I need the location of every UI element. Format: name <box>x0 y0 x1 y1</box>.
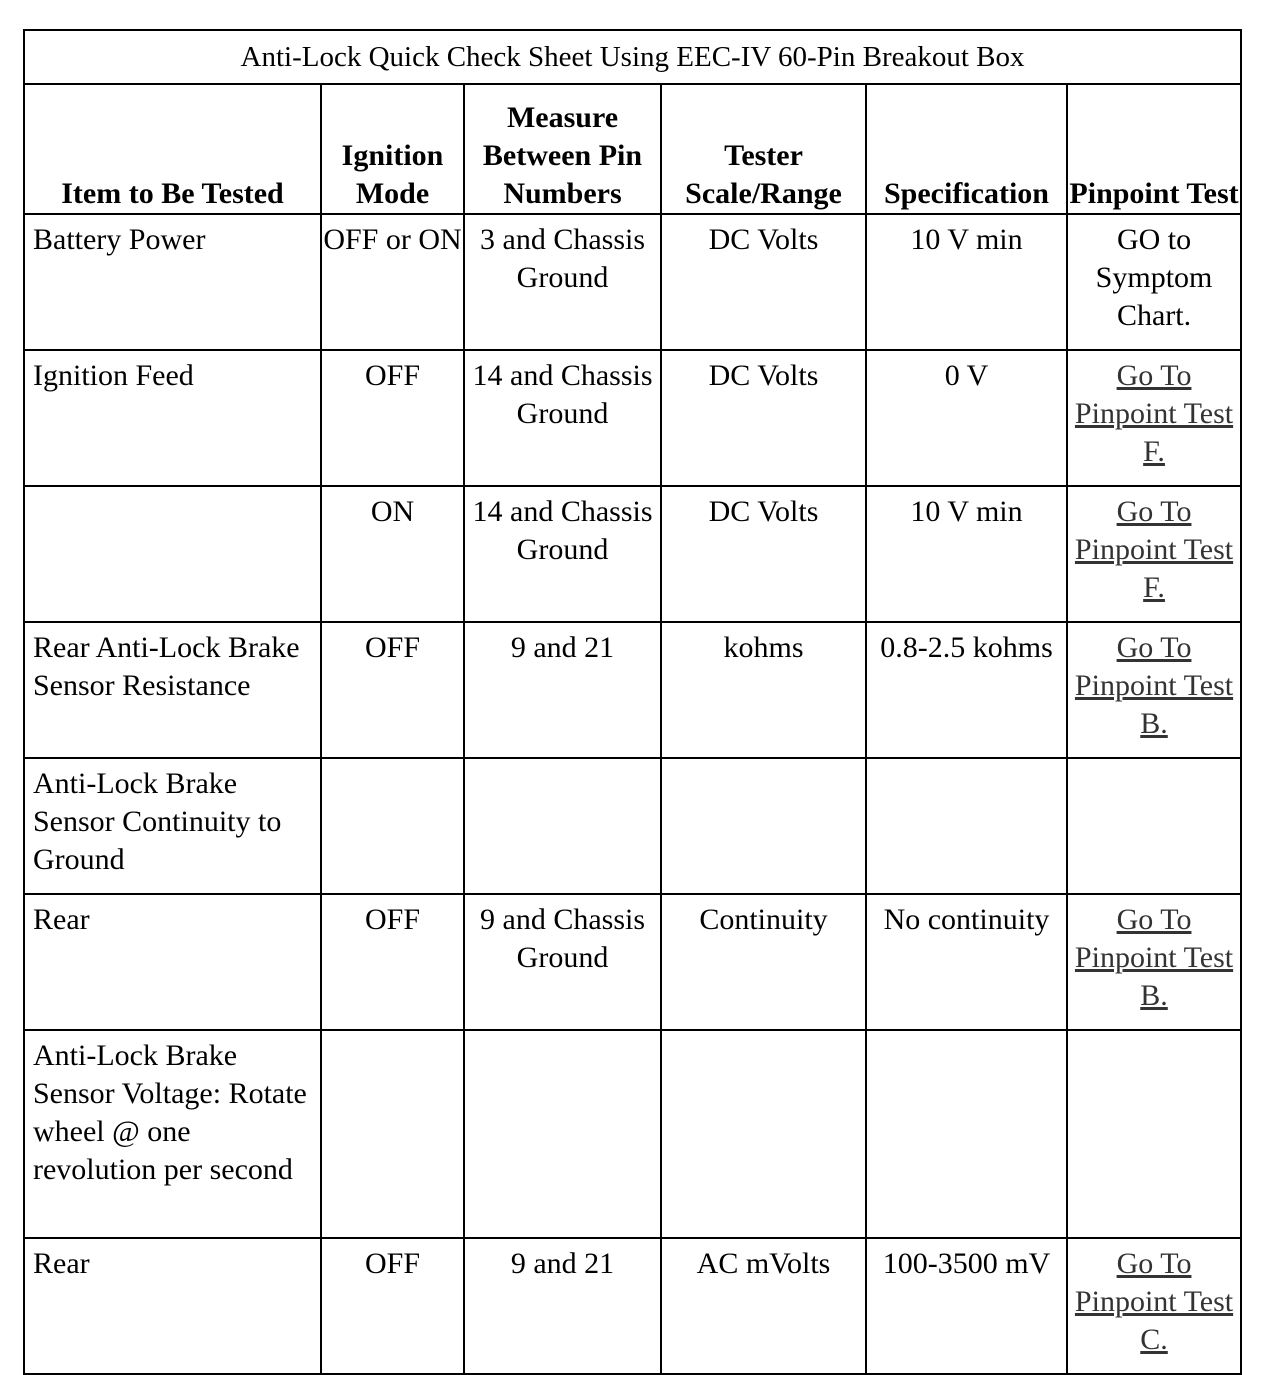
cell-spec <box>866 1030 1067 1238</box>
header-tester: Tester Scale/Range <box>661 84 866 214</box>
cell-item: Rear <box>24 894 321 1030</box>
cell-measure: 9 and 21 <box>464 1238 661 1374</box>
cell-ignition: ON <box>321 486 464 622</box>
cell-ignition: OFF or ON <box>321 214 464 350</box>
table-row <box>24 622 1241 758</box>
cell-tester: DC Volts <box>661 350 866 486</box>
table-row <box>24 1238 1241 1374</box>
cell-tester: kohms <box>661 622 866 758</box>
cell-item: Rear <box>24 1238 321 1374</box>
cell-measure: 14 and Chassis Ground <box>464 350 661 486</box>
cell-item <box>24 486 321 622</box>
pinpoint-test-f-link[interactable]: Go To Pinpoint Test F. <box>1074 495 1234 604</box>
cell-spec: 0 V <box>866 350 1067 486</box>
table-row <box>24 214 1241 350</box>
cell-pinpoint <box>1067 758 1241 894</box>
cell-tester: DC Volts <box>661 214 866 350</box>
cell-item: Anti-Lock Brake Sensor Continuity to Ground <box>24 758 321 894</box>
pinpoint-test-f-link[interactable]: Go To Pinpoint Test F. <box>1074 359 1234 468</box>
cell-measure: 14 and Chassis Ground <box>464 486 661 622</box>
cell-pinpoint <box>1067 894 1241 1030</box>
cell-pinpoint <box>1067 486 1241 622</box>
cell-item: Anti-Lock Brake Sensor Voltage: Rotate wheel @ one revolution per second <box>24 1030 321 1238</box>
cell-spec <box>866 758 1067 894</box>
pinpoint-test-b-link[interactable]: Go To Pinpoint Test B. <box>1074 631 1234 740</box>
cell-ignition: OFF <box>321 894 464 1030</box>
cell-pinpoint <box>1067 1238 1241 1374</box>
cell-measure: 9 and Chassis Ground <box>464 894 661 1030</box>
cell-measure <box>464 1030 661 1238</box>
table-row <box>24 486 1241 622</box>
cell-tester: DC Volts <box>661 486 866 622</box>
header-ignition: Ignition Mode <box>321 84 464 214</box>
table-title: Anti-Lock Quick Check Sheet Using EEC-IV 60-Pin Breakout Box <box>24 30 1241 84</box>
cell-spec: 10 V min <box>866 214 1067 350</box>
header-measure: Measure Between Pin Numbers <box>464 84 661 214</box>
cell-ignition <box>321 1030 464 1238</box>
cell-tester: AC mVolts <box>661 1238 866 1374</box>
cell-spec: 10 V min <box>866 486 1067 622</box>
header-spec: Specification <box>866 84 1067 214</box>
cell-ignition: OFF <box>321 622 464 758</box>
pinpoint-test-b-link[interactable]: Go To Pinpoint Test B. <box>1074 903 1234 1012</box>
cell-tester: Continuity <box>661 894 866 1030</box>
cell-pinpoint: GO to Symptom Chart. <box>1067 214 1241 350</box>
table-row <box>24 758 1241 894</box>
cell-spec: 100-3500 mV <box>866 1238 1067 1374</box>
cell-ignition <box>321 758 464 894</box>
cell-measure: 9 and 21 <box>464 622 661 758</box>
header-item: Item to Be Tested <box>24 84 321 214</box>
cell-spec: 0.8-2.5 kohms <box>866 622 1067 758</box>
cell-tester <box>661 1030 866 1238</box>
table-row <box>24 350 1241 486</box>
header-pinpoint: Pinpoint Test <box>1067 84 1241 214</box>
table-row <box>24 1030 1241 1238</box>
cell-item: Rear Anti-Lock Brake Sensor Resistance <box>24 622 321 758</box>
cell-item: Battery Power <box>24 214 321 350</box>
cell-ignition: OFF <box>321 350 464 486</box>
quick-check-table <box>23 29 1242 1375</box>
cell-measure: 3 and Chassis Ground <box>464 214 661 350</box>
cell-spec: No continuity <box>866 894 1067 1030</box>
cell-tester <box>661 758 866 894</box>
pinpoint-test-c-link[interactable]: Go To Pinpoint Test C. <box>1074 1247 1234 1356</box>
cell-measure <box>464 758 661 894</box>
cell-ignition: OFF <box>321 1238 464 1374</box>
cell-item: Ignition Feed <box>24 350 321 486</box>
cell-pinpoint <box>1067 622 1241 758</box>
cell-pinpoint <box>1067 350 1241 486</box>
table-row <box>24 894 1241 1030</box>
cell-pinpoint <box>1067 1030 1241 1238</box>
